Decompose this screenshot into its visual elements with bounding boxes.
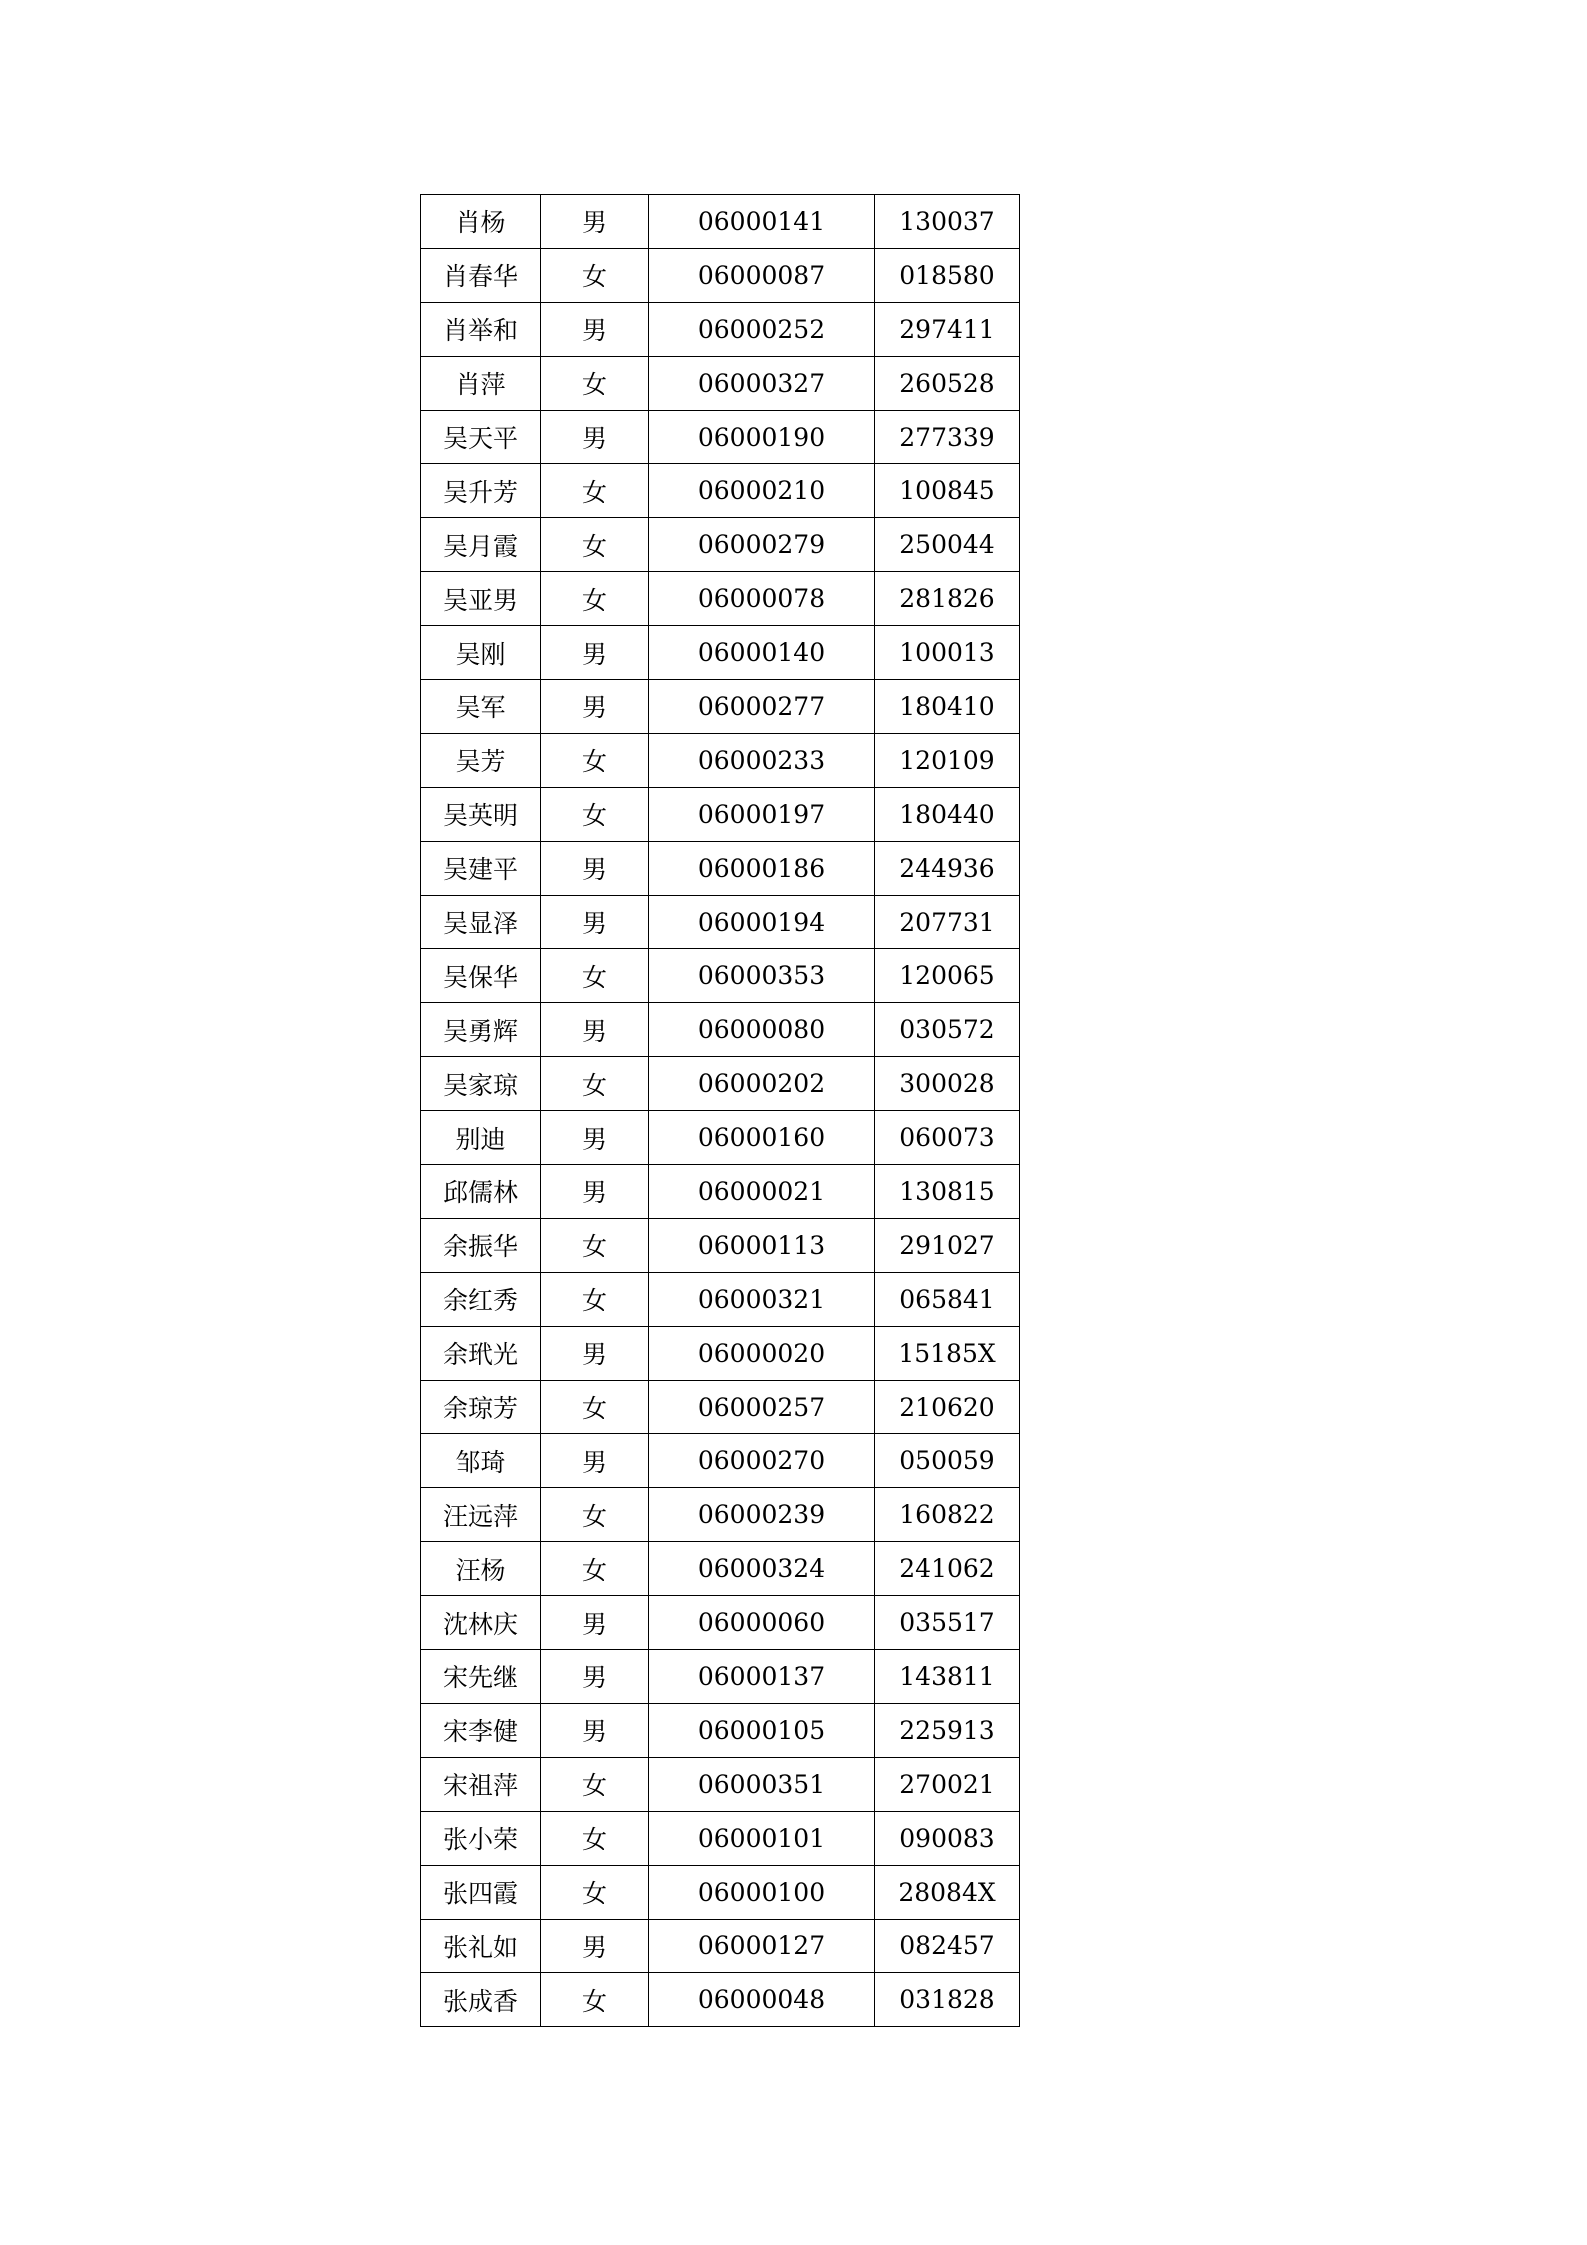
gender-cell: 女 [541,248,649,302]
table-row [421,1650,1020,1704]
gender-cell: 女 [541,464,649,518]
gender-cell: 女 [541,1488,649,1542]
number-cell: 06000186 [649,841,875,895]
number-cell: 06000048 [649,1973,875,2027]
gender-cell: 男 [541,895,649,949]
name-cell: 邹琦 [421,1434,541,1488]
name-cell: 吴芳 [421,733,541,787]
name-cell: 余红秀 [421,1272,541,1326]
name-cell: 别迪 [421,1111,541,1165]
table-row [421,1003,1020,1057]
number-cell: 06000353 [649,949,875,1003]
number-cell: 06000105 [649,1703,875,1757]
name-cell: 吴保华 [421,949,541,1003]
code-cell: 28084X [875,1865,1020,1919]
name-cell: 吴显泽 [421,895,541,949]
table-row [421,949,1020,1003]
number-cell: 06000137 [649,1650,875,1704]
table-row [421,1218,1020,1272]
gender-cell: 女 [541,572,649,626]
code-cell: 100013 [875,626,1020,680]
gender-cell: 女 [541,1380,649,1434]
code-cell: 030572 [875,1003,1020,1057]
name-cell: 肖举和 [421,302,541,356]
code-cell: 241062 [875,1542,1020,1596]
number-cell: 06000210 [649,464,875,518]
number-cell: 06000239 [649,1488,875,1542]
code-cell: 050059 [875,1434,1020,1488]
gender-cell: 男 [541,1003,649,1057]
gender-cell: 女 [541,1757,649,1811]
code-cell: 270021 [875,1757,1020,1811]
number-cell: 06000078 [649,572,875,626]
number-cell: 06000100 [649,1865,875,1919]
code-cell: 260528 [875,356,1020,410]
code-cell: 143811 [875,1650,1020,1704]
name-cell: 宋祖萍 [421,1757,541,1811]
name-cell: 张小荣 [421,1811,541,1865]
name-cell: 汪远萍 [421,1488,541,1542]
gender-cell: 女 [541,1057,649,1111]
gender-cell: 男 [541,1650,649,1704]
table-row [421,1057,1020,1111]
number-cell: 06000101 [649,1811,875,1865]
code-cell: 060073 [875,1111,1020,1165]
gender-cell: 女 [541,1218,649,1272]
table-row [421,787,1020,841]
number-cell: 06000080 [649,1003,875,1057]
code-cell: 065841 [875,1272,1020,1326]
gender-cell: 女 [541,1272,649,1326]
name-cell: 张礼如 [421,1919,541,1973]
gender-cell: 男 [541,1326,649,1380]
code-cell: 291027 [875,1218,1020,1272]
roster-table [420,194,1020,2027]
name-cell: 肖春华 [421,248,541,302]
gender-cell: 女 [541,1865,649,1919]
code-cell: 120109 [875,733,1020,787]
number-cell: 06000202 [649,1057,875,1111]
number-cell: 06000252 [649,302,875,356]
table-row [421,1326,1020,1380]
gender-cell: 女 [541,1811,649,1865]
table-row [421,356,1020,410]
number-cell: 06000321 [649,1272,875,1326]
gender-cell: 男 [541,626,649,680]
name-cell: 张成香 [421,1973,541,2027]
code-cell: 180410 [875,680,1020,734]
table-row [421,572,1020,626]
code-cell: 082457 [875,1919,1020,1973]
code-cell: 244936 [875,841,1020,895]
number-cell: 06000190 [649,410,875,464]
number-cell: 06000021 [649,1165,875,1219]
gender-cell: 男 [541,195,649,249]
code-cell: 031828 [875,1973,1020,2027]
code-cell: 250044 [875,518,1020,572]
table-row [421,1811,1020,1865]
name-cell: 吴升芳 [421,464,541,518]
table-row [421,518,1020,572]
number-cell: 06000194 [649,895,875,949]
gender-cell: 男 [541,680,649,734]
number-cell: 06000233 [649,733,875,787]
number-cell: 06000351 [649,1757,875,1811]
table-row [421,680,1020,734]
name-cell: 沈林庆 [421,1596,541,1650]
code-cell: 297411 [875,302,1020,356]
code-cell: 018580 [875,248,1020,302]
name-cell: 吴天平 [421,410,541,464]
number-cell: 06000087 [649,248,875,302]
table-row [421,1973,1020,2027]
gender-cell: 女 [541,518,649,572]
gender-cell: 女 [541,1542,649,1596]
name-cell: 肖杨 [421,195,541,249]
code-cell: 130815 [875,1165,1020,1219]
gender-cell: 男 [541,841,649,895]
gender-cell: 女 [541,733,649,787]
table-row [421,1757,1020,1811]
gender-cell: 女 [541,787,649,841]
table-row [421,464,1020,518]
number-cell: 06000160 [649,1111,875,1165]
name-cell: 吴勇辉 [421,1003,541,1057]
code-cell: 300028 [875,1057,1020,1111]
code-cell: 225913 [875,1703,1020,1757]
table-row [421,733,1020,787]
number-cell: 06000279 [649,518,875,572]
name-cell: 余振华 [421,1218,541,1272]
table-row [421,1380,1020,1434]
code-cell: 090083 [875,1811,1020,1865]
name-cell: 宋李健 [421,1703,541,1757]
table-row [421,410,1020,464]
gender-cell: 男 [541,1434,649,1488]
code-cell: 120065 [875,949,1020,1003]
gender-cell: 女 [541,949,649,1003]
number-cell: 06000127 [649,1919,875,1973]
number-cell: 06000257 [649,1380,875,1434]
code-cell: 160822 [875,1488,1020,1542]
table-row [421,1919,1020,1973]
name-cell: 吴军 [421,680,541,734]
name-cell: 张四霞 [421,1865,541,1919]
name-cell: 吴建平 [421,841,541,895]
gender-cell: 男 [541,1111,649,1165]
table-row [421,1596,1020,1650]
gender-cell: 女 [541,1973,649,2027]
code-cell: 210620 [875,1380,1020,1434]
name-cell: 余玳光 [421,1326,541,1380]
number-cell: 06000113 [649,1218,875,1272]
code-cell: 130037 [875,195,1020,249]
gender-cell: 男 [541,1703,649,1757]
name-cell: 肖萍 [421,356,541,410]
code-cell: 277339 [875,410,1020,464]
table-row [421,195,1020,249]
number-cell: 06000140 [649,626,875,680]
gender-cell: 男 [541,1919,649,1973]
name-cell: 吴英明 [421,787,541,841]
table-row [421,1703,1020,1757]
code-cell: 207731 [875,895,1020,949]
number-cell: 06000060 [649,1596,875,1650]
table-row [421,1165,1020,1219]
name-cell: 吴月霞 [421,518,541,572]
name-cell: 余琼芳 [421,1380,541,1434]
number-cell: 06000324 [649,1542,875,1596]
number-cell: 06000270 [649,1434,875,1488]
name-cell: 吴刚 [421,626,541,680]
code-cell: 100845 [875,464,1020,518]
gender-cell: 男 [541,302,649,356]
name-cell: 吴家琼 [421,1057,541,1111]
table-row [421,841,1020,895]
table-row [421,1865,1020,1919]
code-cell: 035517 [875,1596,1020,1650]
number-cell: 06000277 [649,680,875,734]
name-cell: 吴亚男 [421,572,541,626]
table-row [421,1434,1020,1488]
table-row [421,1542,1020,1596]
number-cell: 06000327 [649,356,875,410]
table-row [421,1488,1020,1542]
number-cell: 06000020 [649,1326,875,1380]
table-row [421,895,1020,949]
roster-table-body [421,195,1020,2027]
gender-cell: 男 [541,1165,649,1219]
code-cell: 15185X [875,1326,1020,1380]
code-cell: 180440 [875,787,1020,841]
number-cell: 06000197 [649,787,875,841]
name-cell: 汪杨 [421,1542,541,1596]
number-cell: 06000141 [649,195,875,249]
table-row [421,1111,1020,1165]
gender-cell: 男 [541,410,649,464]
table-row [421,1272,1020,1326]
name-cell: 邱儒林 [421,1165,541,1219]
gender-cell: 女 [541,356,649,410]
code-cell: 281826 [875,572,1020,626]
table-row [421,626,1020,680]
table-row [421,248,1020,302]
gender-cell: 男 [541,1596,649,1650]
table-row [421,302,1020,356]
name-cell: 宋先继 [421,1650,541,1704]
